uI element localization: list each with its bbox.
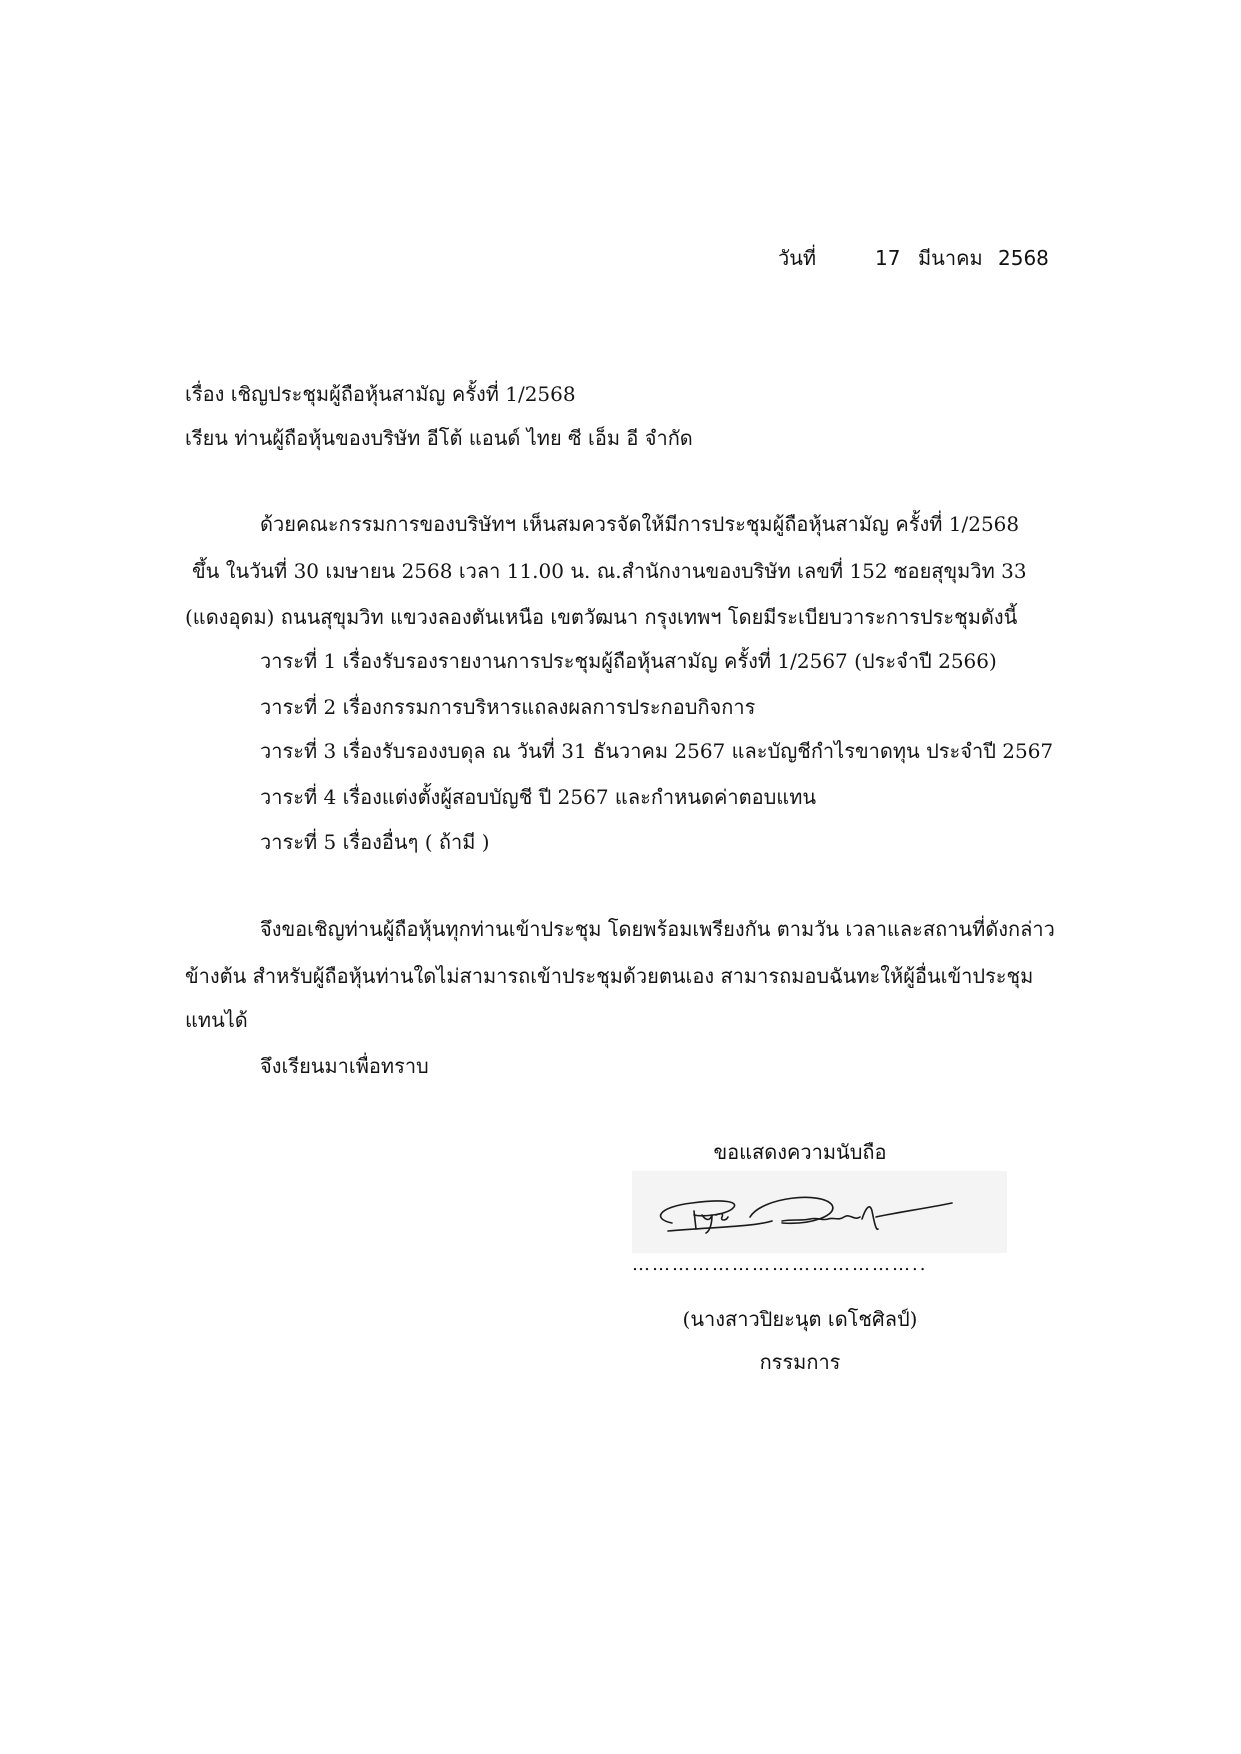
invitation-line-2: ข้างต้น สำหรับผู้ถือหุ้นท่านใดไม่สามารถเข้าประชุมด้วยตนเอง สามารถมอบฉันทะให้ผู้อื่นเข้าประชุม <box>185 964 1034 988</box>
intro-line-2: ขึ้น ในวันที่ 30 เมษายน 2568 เวลา 11.00 น. ณ.สำนักงานของบริษัท เลขที่ 152 ซอยสุขุมวิท 33 <box>192 559 1027 583</box>
signatory-name: (นางสาวปิยะนุต เดโชศิลป์) <box>682 1307 918 1331</box>
date-year: 2568 <box>998 246 1049 270</box>
signature-image <box>632 1171 1007 1253</box>
agenda-item-3: วาระที่ 3 เรื่องรับรองงบดุล ณ วันที่ 31 ธันวาคม 2567 และบัญชีกำไรขาดทุน ประจำปี 2567 <box>260 739 1054 763</box>
closing-line: จึงเรียนมาเพื่อทราบ <box>260 1054 429 1078</box>
intro-line-1: ด้วยคณะกรรมการของบริษัทฯ เห็นสมควรจัดให้มีการประชุมผู้ถือหุ้นสามัญ ครั้งที่ 1/2568 <box>260 512 1020 536</box>
signature-line: …………………………………….. <box>632 1255 928 1275</box>
signatory-title: กรรมการ <box>759 1350 841 1374</box>
subject-line: เรื่อง เชิญประชุมผู้ถือหุ้นสามัญ ครั้งที่ 1/2568 <box>185 382 576 406</box>
regards-text: ขอแสดงความนับถือ <box>713 1140 887 1164</box>
agenda-item-5: วาระที่ 5 เรื่องอื่นๆ ( ถ้ามี ) <box>260 830 490 854</box>
invitation-line-3: แทนได้ <box>185 1008 248 1032</box>
signature-icon <box>632 1171 1007 1253</box>
date-line <box>778 244 1078 274</box>
date-label: วันที่ <box>778 246 817 270</box>
agenda-item-4: วาระที่ 4 เรื่องแต่งตั้งผู้สอบบัญชี ปี 2567 และกำหนดค่าตอบแทน <box>260 785 817 809</box>
date-day: 17 <box>875 246 901 270</box>
invitation-line-1: จึงขอเชิญท่านผู้ถือหุ้นทุกท่านเข้าประชุม โดยพร้อมเพรียงกัน ตามวัน เวลาและสถานที่ดังกล่าว <box>260 917 1055 941</box>
agenda-item-1: วาระที่ 1 เรื่องรับรองรายงานการประชุมผู้ถือหุ้นสามัญ ครั้งที่ 1/2567 (ประจำปี 2566) <box>260 649 997 673</box>
recipient-line: เรียน ท่านผู้ถือหุ้นของบริษัท อีโต้ แอนด์ ไทย ซี เอ็ม อี จำกัด <box>185 426 693 450</box>
intro-line-3: (แดงอุดม) ถนนสุขุมวิท แขวงลองตันเหนือ เขตวัฒนา กรุงเทพฯ โดยมีระเบียบวาระการประชุมดังนี้ <box>185 605 1018 629</box>
date-month: มีนาคม <box>918 246 983 270</box>
agenda-item-2: วาระที่ 2 เรื่องกรรมการบริหารแถลงผลการประกอบกิจการ <box>260 695 756 719</box>
